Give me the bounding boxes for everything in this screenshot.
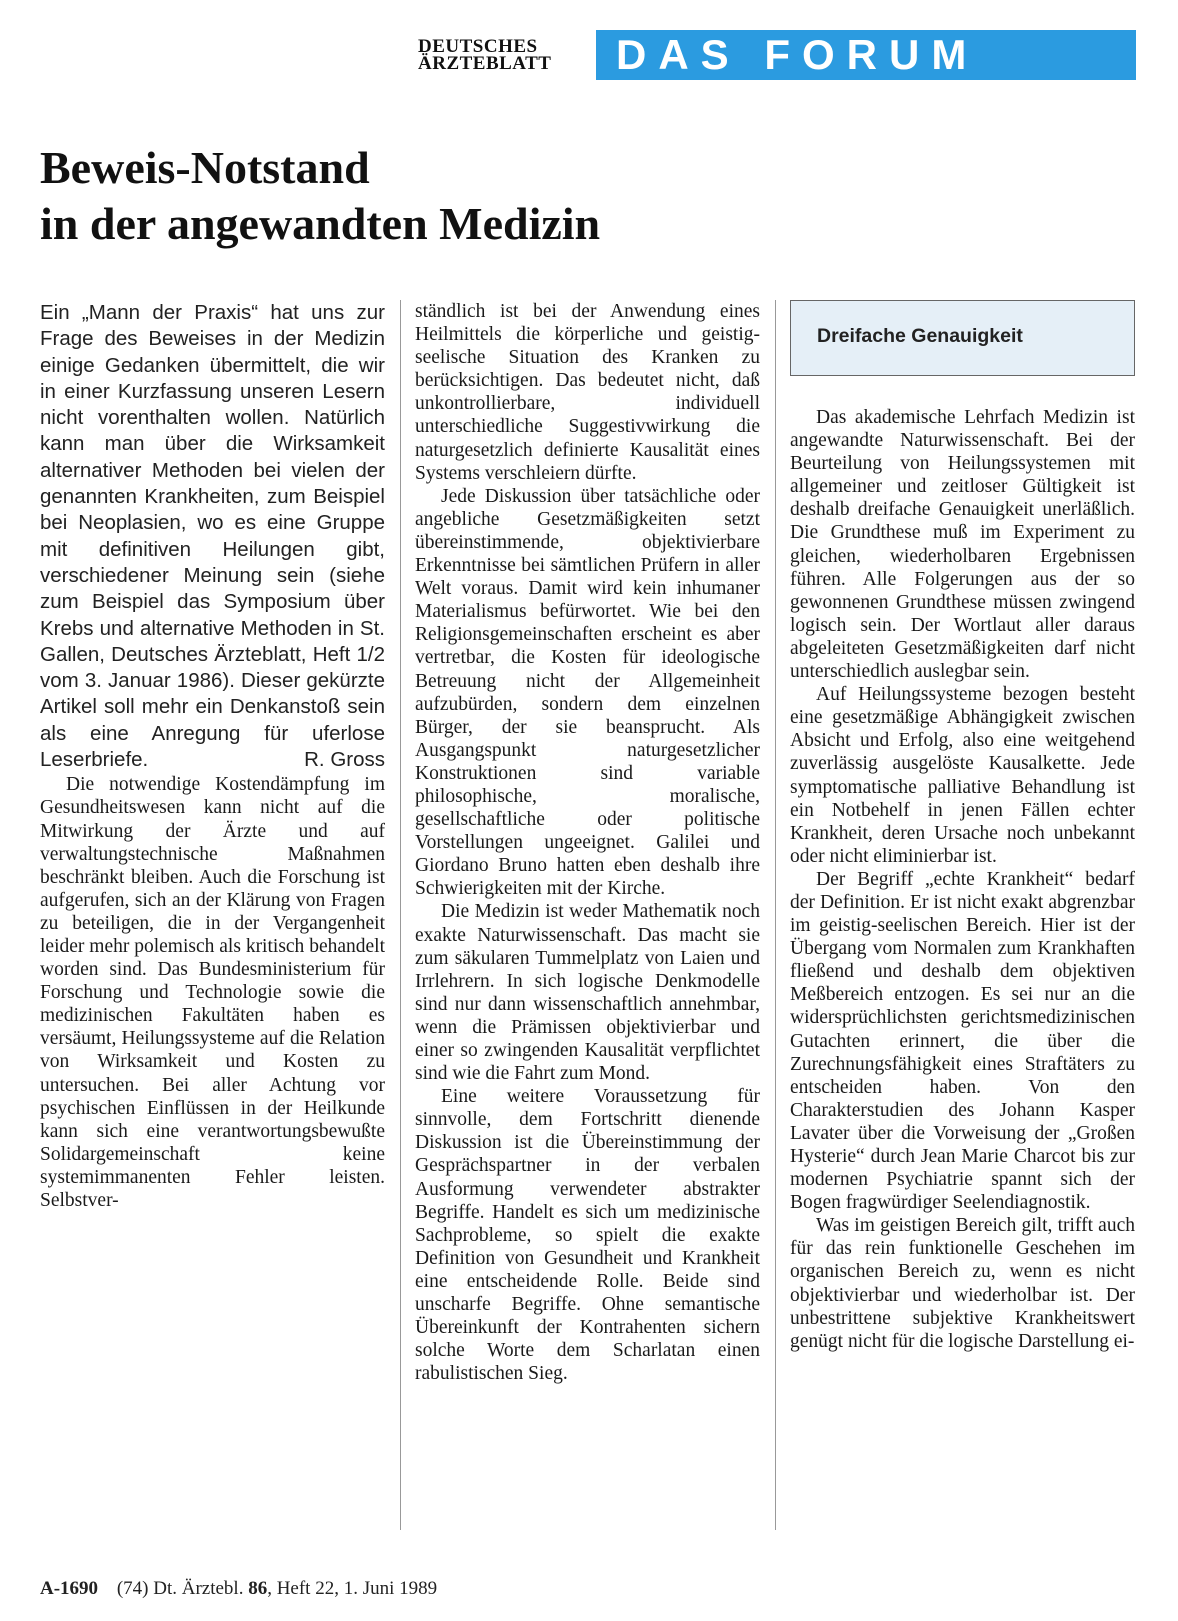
body-paragraph: Die notwendige Kostendämpfung im Gesundheitswesen kann nicht auf die Mitwirkung der Ärzte und auf verwaltungstechnische Maßnahmen beschränkt bleiben. Auch die Forschung ist aufgerufen, sich an der Klärung von Fragen zu beteiligen, die in der Vergangenheit leider mehr polemisch als kritisch behandelt worden sind. Das Bundesministerium für Forschung und Technologie sowie die medizinischen Fakultäten haben es versäumt, Heilungssysteme auf die Relation von Wirksamkeit und Kosten zu untersuchen. Bei aller Achtung vor psychischen Einflüssen in der Heilkunde kann sich eine verantwortungsbewußte Solidargemeinschaft keine systemimmanenten Fehler leisten. Selbstver- [40, 774, 385, 1212]
body-paragraph: Das akademische Lehrfach Medizin ist angewandte Naturwissenschaft. Bei der Beurteilung von Heilungssystemen mit allgemeiner und zeitloser Gültigkeit ist deshalb dreifache Genauigkeit unerläßlich. Die Grundthese muß im Experiment zu gleichen, wiederholbaren Ergebnissen führen. Alle Folgerungen aus der so gewonnenen Grundthese müssen zwingend logisch sein. Der Wortlaut aller daraus abgeleiteten Gesetzmäßigkeiten darf nicht unterschiedlich auslegbar sein. [790, 407, 1135, 683]
subheading: Dreifache Genauigkeit [817, 325, 1023, 347]
title-line1: Beweis-Notstand [40, 142, 370, 193]
title-line2: in der angewandten Medizin [40, 198, 601, 249]
intro-text: Ein „Mann der Praxis“ hat uns zur Frage des Beweises in der Medizin einige Gedanken übermittelt, die wir in einer Kurzfassung unseren Lesern nicht vorenthalten wollen. Natürlich kann man über die Wirksamkeit alternativer Methoden bei vielen der genannten Krankheiten, zum Beispiel bei Neoplasien, wo es eine Gruppe mit definitiven Heilungen gibt, verschiedener Meinung sein (siehe zum Beispiel das Symposium über Krebs und alternative Methoden in St. Gallen, Deutsches Ärzteblatt, Heft 1/2 vom 3. Januar 1986). Dieser gekürzte Artikel soll mehr ein Denkanstoß sein als eine Anregung für uferlose Leserbriefe. [40, 301, 385, 772]
editorial-intro [40, 300, 385, 773]
subheading-box [790, 300, 1135, 376]
masthead-line2: ÄRZTEBLATT [418, 53, 552, 74]
page-footer [40, 1578, 437, 1600]
column-2 [415, 300, 760, 1385]
article-title [40, 140, 840, 252]
body-paragraph: Auf Heilungssysteme bezogen besteht eine gesetzmäßige Abhängigkeit zwischen Absicht und Erfolg, also eine weitgehend zuverlässig ausgelöste Kausalkette. Jede symptomatische palliative Behandlung ist ein Notbehelf in jenen Fällen echter Krankheit, deren Ursache noch unbekannt oder nicht eliminierbar ist. [790, 684, 1135, 867]
body-paragraph: Eine weitere Voraussetzung für sinnvolle, dem Fortschritt dienende Diskussion ist die Übereinstimmung der Gesprächspartner in der verbalen Ausformung verwendeter abstrakter Begriffe. Handelt es sich um medizinische Sachprobleme, so spielt die exakte Definition von Gesundheit und Krankheit eine entscheidende Rolle. Beide sind unscharfe Begriffe. Ohne semantische Übereinkunft der Kontrahenten sichern solche Worte dem Scharlatan einen rabulistischen Sieg. [415, 1086, 760, 1385]
body-paragraph: Was im geistigen Bereich gilt, trifft auch für das rein funktionelle Geschehen im organischen Bereich zu, wenn es nicht objektivierbar und wiederholbar ist. Der unbestrittene subjektive Krankheitswert genügt nicht für die logische Darstellung ei- [790, 1215, 1135, 1352]
body-paragraph: Die Medizin ist weder Mathematik noch exakte Naturwissenschaft. Das macht sie zum säkularen Tummelplatz von Laien und Irrlehrern. In sich logische Denkmodelle sind nur dann wissenschaftlich annehmbar, wenn die Prämissen objektivierbar und einer so zwingenden Kausalität verpflichtet sind wie die Fahrt zum Mond. [415, 901, 760, 1085]
column-3 [790, 300, 1135, 1353]
section-banner [596, 30, 1136, 80]
body-paragraph: ständlich ist bei der Anwendung eines Heilmittels die körperliche und geistig-seelische Situation des Kranken zu berücksichtigen. Das bedeutet nicht, daß unkontrollierbare, individuell unterschiedliche Suggestivwirkung die naturgesetzlich definierte Kausalität eines Systems verschleiern dürfte. [415, 301, 760, 484]
section-title: DAS FORUM [616, 31, 979, 78]
page-number: A-1690 [40, 1578, 99, 1599]
intro-author: R. Gross [304, 748, 385, 772]
citation-prefix: (74) Dt. Ärztebl. [116, 1578, 244, 1599]
volume-number: 86 [248, 1578, 268, 1599]
masthead-logo [418, 38, 551, 72]
body-paragraph: Der Begriff „echte Krankheit“ bedarf der Definition. Er ist nicht exakt abgrenzbar im geistig-seelischen Bereich. Hier ist der Übergang vom Normalen zum Krankhaften fließend und deshalb dem objektiven Meßbereich entzogen. Es sei nur an die widersprüchlichsten gerichtsmedizinischen Gutachten erinnert, die über die Zurechnungsfähigkeit eines Straftäters zu entscheiden haben. Von den Charakterstudien des Johann Kasper Lavater über die Vorweisung der „Großen Hysterie“ durch Jean Marie Charcot bis zur modernen Psychiatrie spannt sich der Bogen fragwürdiger Seelendiagnostik. [790, 868, 1135, 1214]
masthead-line1: DEUTSCHES [418, 36, 538, 57]
column-divider [775, 300, 776, 1530]
column-divider [400, 300, 401, 1530]
column-1 [40, 300, 385, 1212]
citation-suffix: , Heft 22, 1. Juni 1989 [267, 1578, 438, 1599]
body-paragraph: Jede Diskussion über tatsächliche oder angebliche Gesetzmäßigkeiten setzt übereinstimmende, objektivierbare Erkenntnisse bei sämtlichen Prüfern in aller Welt voraus. Damit wird kein inhumaner Materialismus befürwortet. Wie bei den Religionsgemeinschaften erscheint es aber vertretbar, die Kosten für ideologische Betreuung nicht der Allgemeinheit aufzubürden, sondern dem einzelnen Bürger, der sie beansprucht. Als Ausgangspunkt naturgesetzlicher Konstruktionen sind variable philosophische, moralische, gesellschaftliche oder politische Vorstellungen ungeeignet. Galilei und Giordano Bruno hatten eben deshalb ihre Schwierigkeiten mit der Kirche. [415, 485, 760, 900]
